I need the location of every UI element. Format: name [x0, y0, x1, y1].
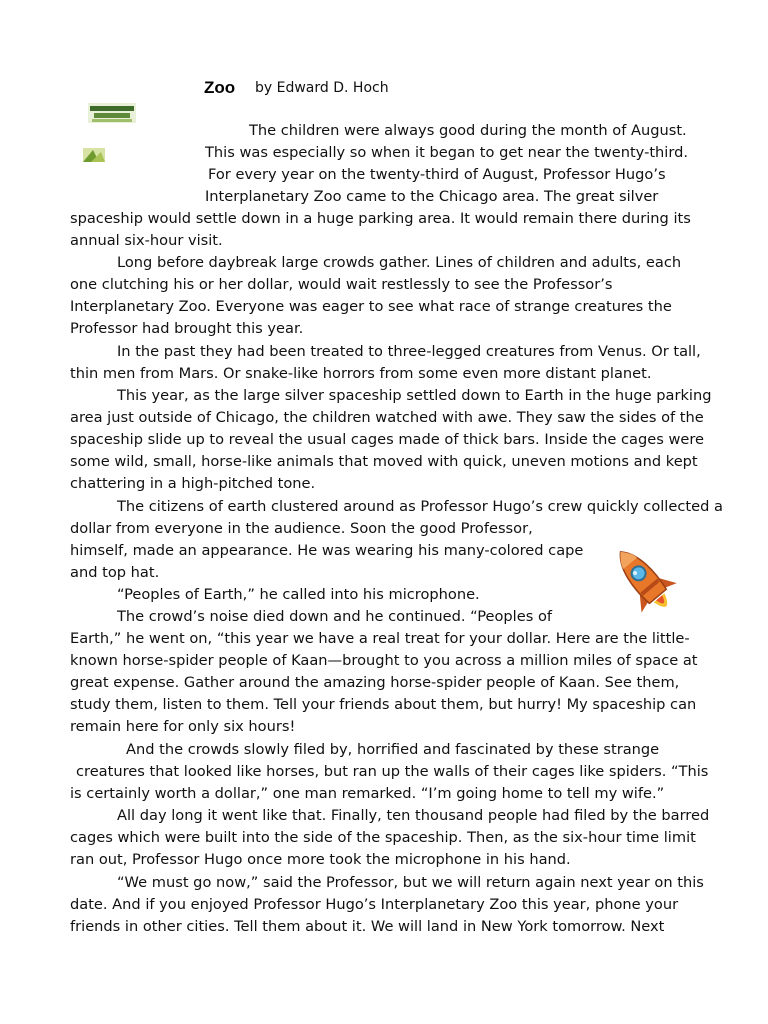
text-line: All day long it went like that. Finally, ten thousand people had filed by the barred	[117, 807, 710, 824]
text-line: great expense. Gather around the amazing horse-spider people of Kaan. See them,	[70, 674, 680, 691]
text-line: area just outside of Chicago, the children watched with awe. They saw the sides of the	[70, 409, 704, 426]
text-line: Interplanetary Zoo. Everyone was eager to see what race of strange creatures the	[70, 298, 672, 315]
text-line: This year, as the large silver spaceship settled down to Earth in the huge parking	[117, 387, 712, 404]
text-line: spaceship would settle down in a huge parking area. It would remain there during its	[70, 210, 691, 227]
text-line: “We must go now,” said the Professor, but we will return again next year on this	[117, 874, 704, 891]
text-line: And the crowds slowly filed by, horrified and fascinated by these strange	[126, 741, 660, 758]
text-line: dollar from everyone in the audience. Soon the good Professor,	[70, 520, 533, 537]
text-line: and top hat.	[70, 564, 160, 581]
text-line: cages which were built into the side of the spaceship. Then, as the six-hour time limit	[70, 829, 696, 846]
text-line: spaceship slide up to reveal the usual cages made of thick bars. Inside the cages were	[70, 431, 705, 448]
text-line: himself, made an appearance. He was wearing his many-colored cape	[70, 542, 584, 559]
text-line: date. And if you enjoyed Professor Hugo’s Interplanetary Zoo this year, phone your	[70, 896, 679, 913]
text-line: The citizens of earth clustered around as Professor Hugo’s crew quickly collected a	[117, 498, 723, 515]
text-line: some wild, small, horse-like animals that moved with quick, uneven motions and kept	[70, 453, 698, 470]
story-byline: by Edward D. Hoch	[255, 80, 389, 96]
story-title: Zoo	[204, 78, 236, 97]
text-line: For every year on the twenty-third of August, Professor Hugo’s	[208, 166, 666, 183]
text-line: known horse-spider people of Kaan—brought to you across a million miles of space at	[70, 652, 698, 669]
text-line: The crowd’s noise died down and he continued. “Peoples of	[117, 608, 553, 625]
text-line: The children were always good during the month of August.	[249, 122, 687, 139]
text-line: chattering in a high-pitched tone.	[70, 475, 316, 492]
text-line: remain here for only six hours!	[70, 718, 296, 735]
logo-image-icon	[88, 103, 136, 123]
text-line: Interplanetary Zoo came to the Chicago area. The great silver	[205, 188, 659, 205]
text-line: Professor had brought this year.	[70, 320, 304, 337]
small-image-icon	[83, 148, 105, 162]
text-line: Earth,” he went on, “this year we have a real treat for your dollar. Here are the little-	[70, 630, 690, 647]
text-line: This was especially so when it began to get near the twenty-third.	[205, 144, 689, 161]
text-line: Long before daybreak large crowds gather. Lines of children and adults, each	[117, 254, 682, 271]
text-line: thin men from Mars. Or snake-like horrors from some even more distant planet.	[70, 365, 652, 382]
text-line: creatures that looked like horses, but ran up the walls of their cages like spiders. “This	[76, 763, 709, 780]
text-line: is certainly worth a dollar,” one man remarked. “I’m going home to tell my wife.”	[70, 785, 665, 802]
text-line: “Peoples of Earth,” he called into his microphone.	[117, 586, 480, 603]
text-line: annual six-hour visit.	[70, 232, 223, 249]
text-line: friends in other cities. Tell them about it. We will land in New York tomorrow. Next	[70, 918, 665, 935]
text-line: In the past they had been treated to three-legged creatures from Venus. Or tall,	[117, 343, 701, 360]
text-line: one clutching his or her dollar, would wait restlessly to see the Professor’s	[70, 276, 613, 293]
text-line: study them, listen to them. Tell your friends about them, but hurry! My spaceship can	[70, 696, 697, 713]
text-line: ran out, Professor Hugo once more took the microphone in his hand.	[70, 851, 571, 868]
rocket-icon	[604, 537, 686, 625]
